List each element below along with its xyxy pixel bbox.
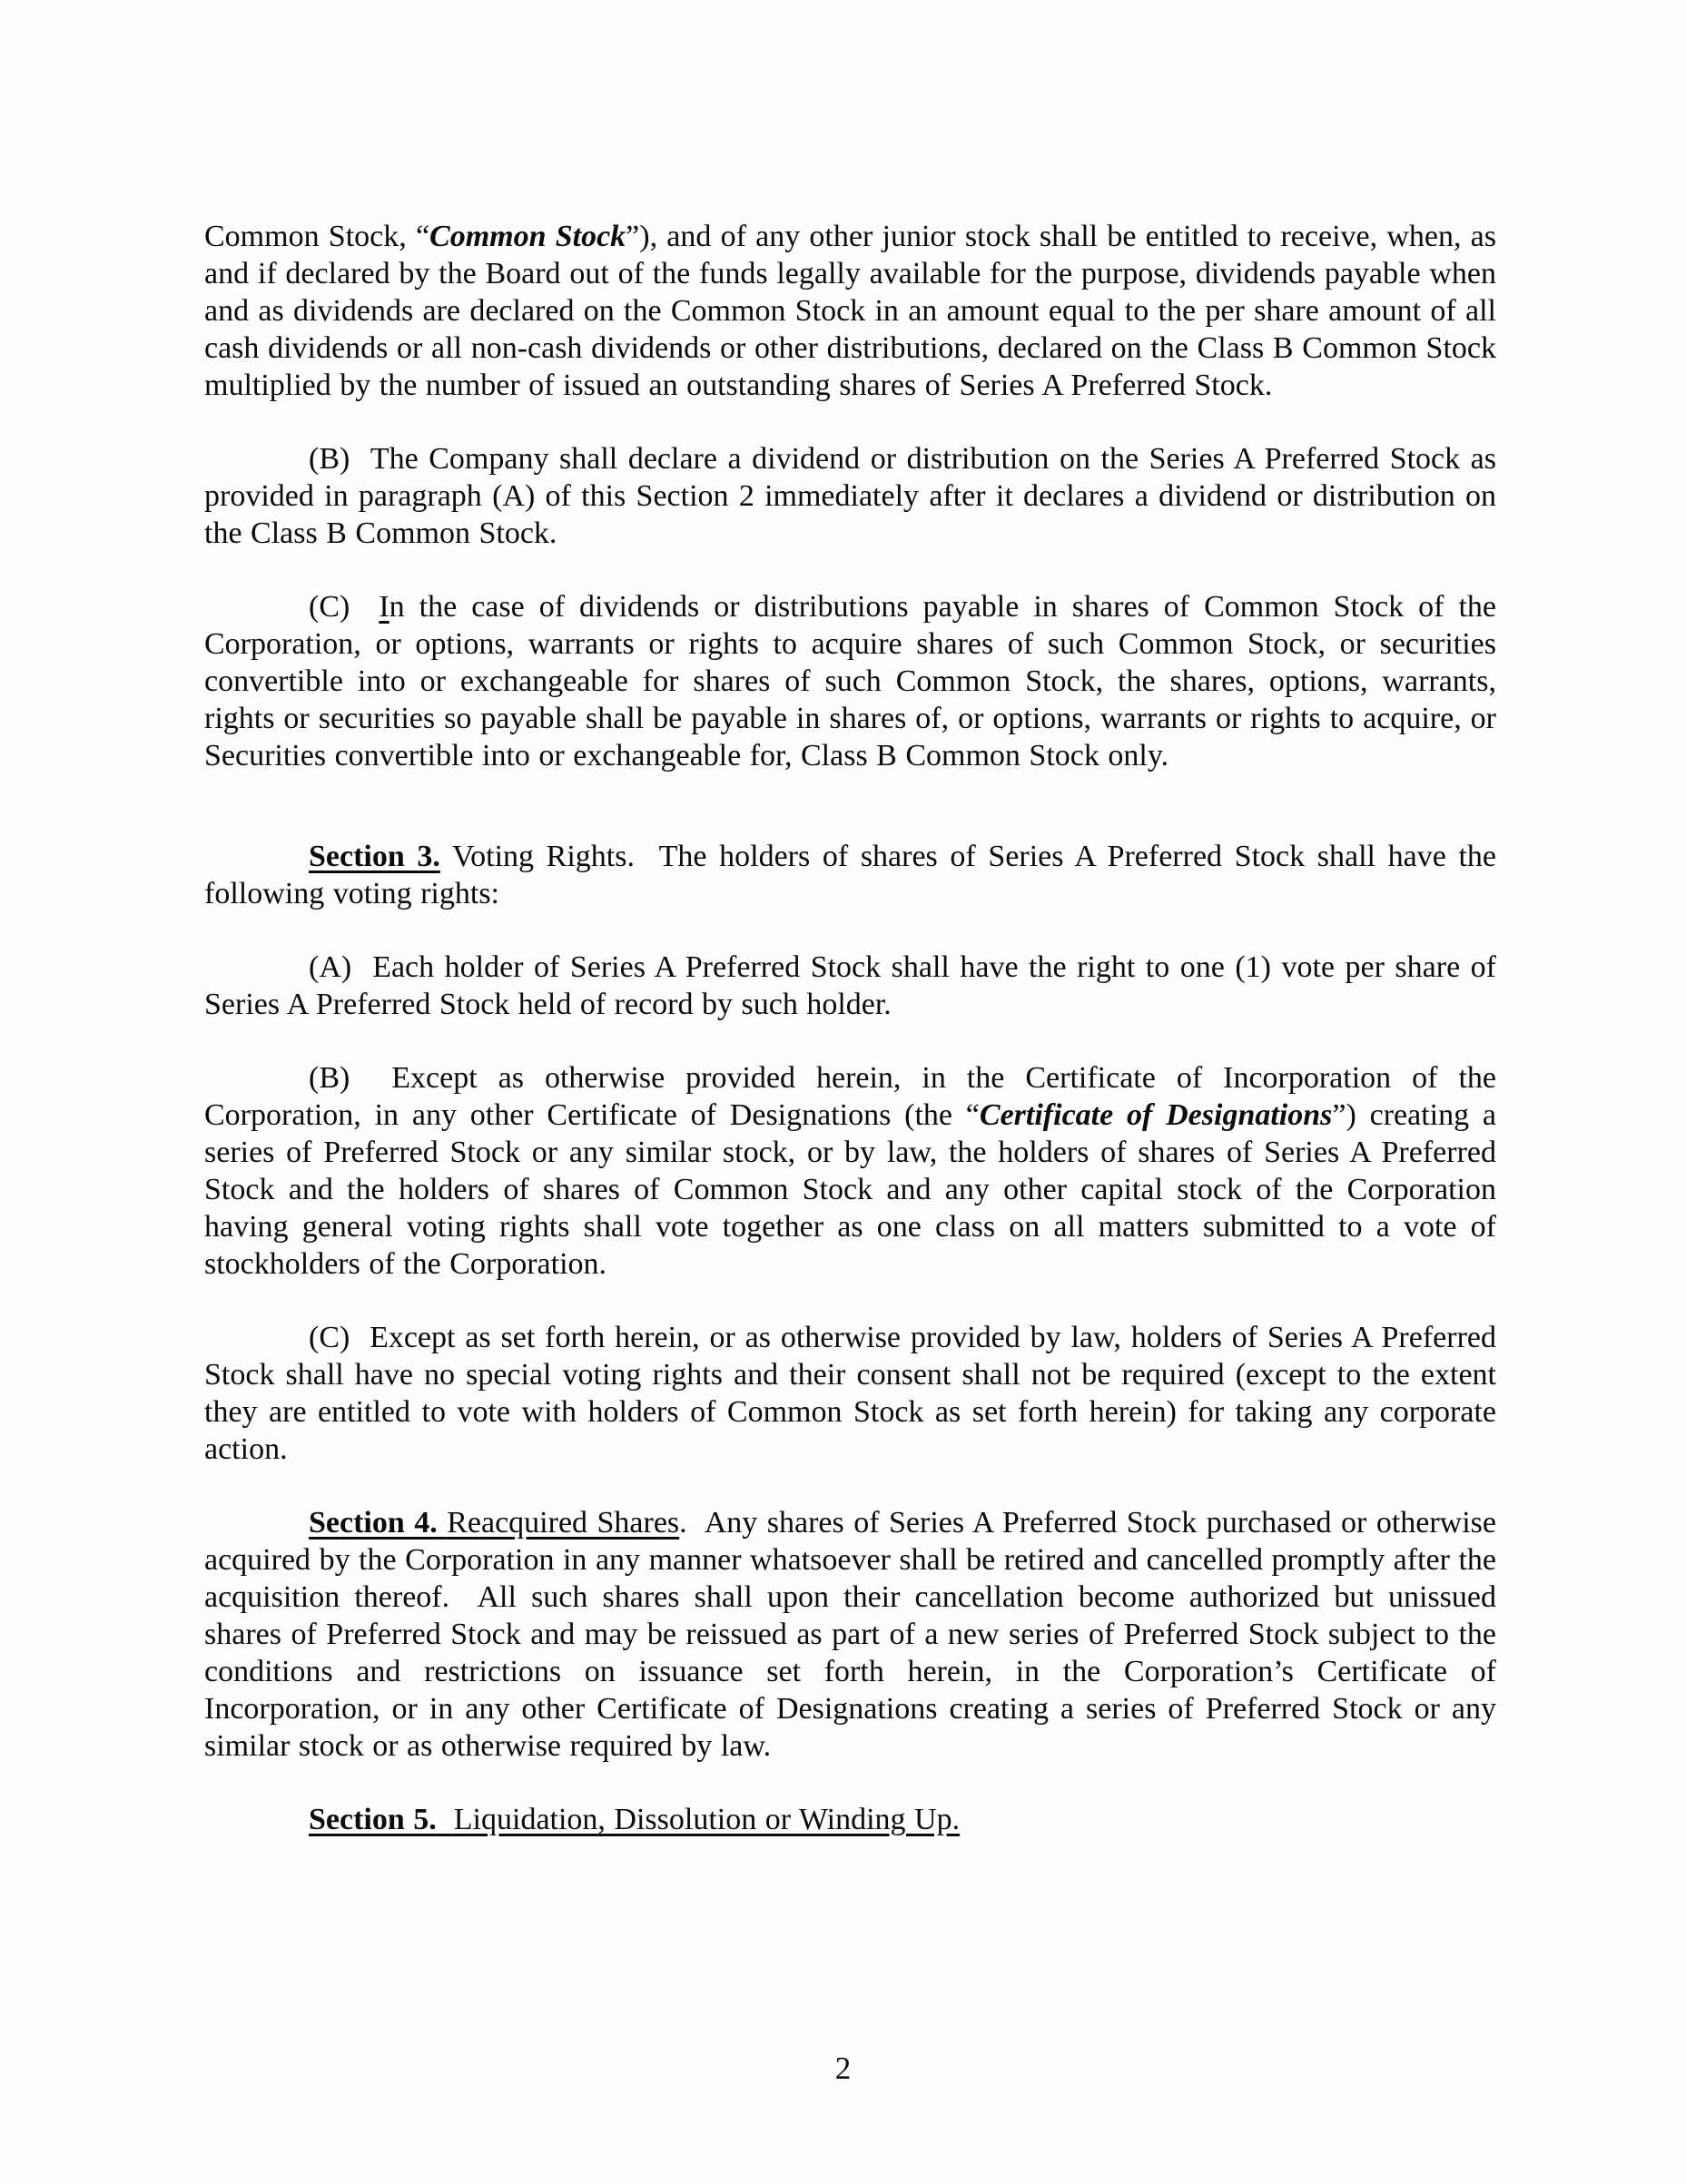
paragraph-dividends-continuation: Common Stock, “Common Stock”), and of any other junior stock shall be entitled to receive, when, as and if declared by the Board out of the funds legally available for the purpose, dividends payable when and as dividends are declared on the Common Stock in an amount equal to the per share amount of all cash dividends or all non-cash dividends or other distributions, declared on the Class B Common Stock multiplied by the number of issued an outstanding shares of Series A Preferred Stock. [204, 220, 1496, 402]
section-5-heading: Section 5. Liquidation, Dissolution or Winding Up. [309, 1803, 961, 1836]
page-number: 2 [834, 2051, 852, 2086]
section-3-heading-paragraph: Section 3. Voting Rights. The holders of shares of Series A Preferred Stock shall have the following voting rights: [204, 840, 1496, 910]
paragraph-section3-c: (C) Except as set forth herein, or as otherwise provided by law, holders of Series A Preferred Stock shall have no special voting rights and their consent shall not be required (except to the extent they are entitled to vote with holders of Common Stock as set forth herein) for taking any corporate action. [204, 1321, 1496, 1466]
section-4-paragraph: Section 4. Reacquired Shares. Any shares of Series A Preferred Stock purchased or otherwise acquired by the Corporation in any manner whatsoever shall be retired and cancelled promptly after the acquisition thereof. All such shares shall upon their cancellation become authorized but unissued shares of Preferred Stock and may be reissued as part of a new series of Preferred Stock subject to the conditions and restrictions on issuance set forth herein, in the Corporation’s Certificate of Incorporation, or in any other Certificate of Designations creating a series of Preferred Stock or any similar stock or as otherwise required by law. [204, 1506, 1496, 1763]
document-body [204, 218, 1496, 1838]
paragraph-section2-c: (C) In the case of dividends or distributions payable in shares of Common Stock of the Corporation, or options, warrants or rights to acquire shares of such Common Stock, or securities convertible into or exchangeable for shares of such Common Stock, the shares, options, warrants, rights or securities so payable shall be payable in shares of, or options, warrants or rights to acquire, or Securities convertible into or exchangeable for, Class B Common Stock only. [204, 590, 1497, 772]
paragraph-section3-a: (A) Each holder of Series A Preferred Stock shall have the right to one (1) vote per share of Series A Preferred Stock held of record by such holder. [204, 950, 1496, 1021]
paragraph-section3-b: (B) Except as otherwise provided herein, in the Certificate of Incorporation of the Corporation, in any other Certificate of Designations (the “Certificate of Designations”) creating a series of Preferred Stock or any similar stock, or by law, the holders of shares of Series A Preferred Stock and the holders of shares of Common Stock and any other capital stock of the Corporation having general voting rights shall vote together as one class on all matters submitted to a vote of stockholders of the Corporation. [204, 1061, 1496, 1281]
paragraph-section2-b: (B) The Company shall declare a dividend or distribution on the Series A Preferred Stock as provided in paragraph (A) of this Section 2 immediately after it declares a dividend or distribution on the Class B Common Stock. [204, 442, 1496, 550]
